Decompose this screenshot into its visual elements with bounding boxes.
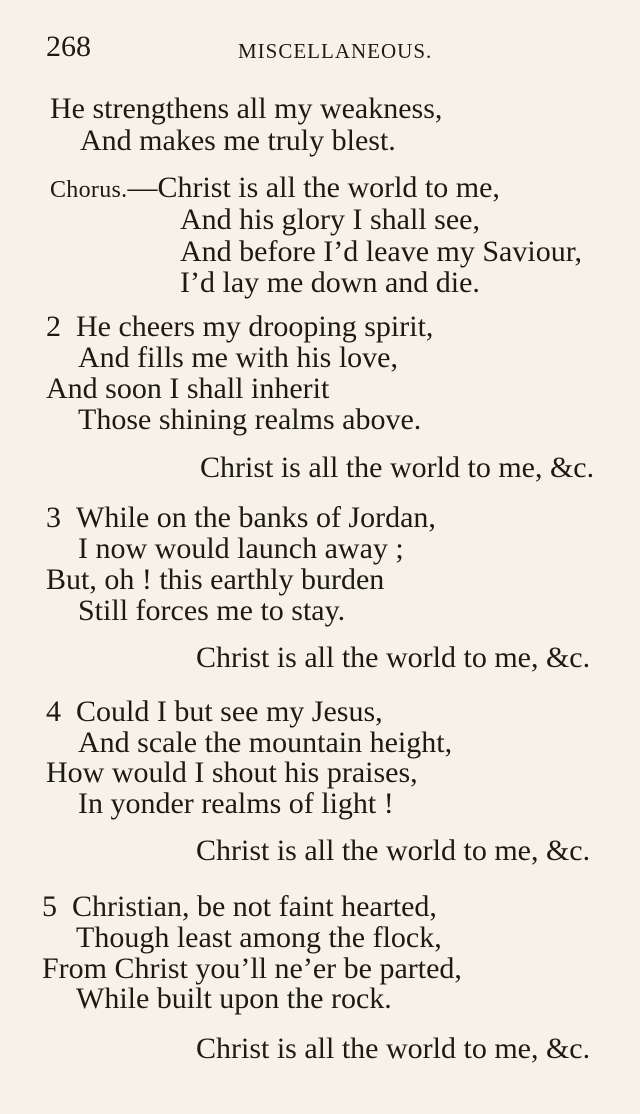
chorus-label: Chorus. (50, 177, 128, 203)
stanza-line: While on the banks of Jordan, (76, 501, 436, 534)
chorus-line: And his glory I shall see, (180, 203, 480, 236)
stanza-line: And soon I shall inherit (46, 372, 330, 405)
stanza-line: And fills me with his love, (78, 341, 398, 374)
stanza-line: In yonder realms of light ! (78, 787, 394, 820)
verse-line: And makes me truly blest. (80, 124, 396, 157)
stanza-first-line (42, 892, 437, 922)
stanza-line: Though least among the flock, (76, 921, 442, 954)
stanza-line: And scale the mountain height, (78, 726, 453, 759)
stanza-number: 3 (46, 501, 61, 534)
stanza-line: Still forces me to stay. (78, 594, 346, 627)
stanza-line: But, oh ! this earthly burden (46, 563, 385, 596)
stanza-line: Could I but see my Jesus, (76, 695, 383, 728)
chorus-line: And before I’d leave my Saviour, (180, 235, 582, 268)
stanza-line: How would I shout his praises, (46, 756, 418, 789)
refrain-line: Christ is all the world to me, &c. (196, 641, 591, 674)
chorus-line: I’d lay me down and die. (180, 266, 480, 299)
stanza-number: 4 (46, 695, 61, 728)
running-title: MISCELLANEOUS. (238, 39, 433, 63)
page-number: 268 (46, 30, 91, 63)
verse-line: He strengthens all my weakness, (50, 92, 443, 125)
stanza-number: 5 (42, 890, 57, 923)
chorus-first-line (50, 173, 500, 203)
stanza-line: He cheers my drooping spirit, (76, 310, 434, 343)
stanza-first-line (46, 697, 383, 727)
refrain-line: Christ is all the world to me, &c. (200, 451, 595, 484)
stanza-line: Those shining realms above. (78, 403, 422, 436)
stanza-first-line (46, 503, 436, 533)
stanza-line: While built upon the rock. (76, 982, 392, 1015)
refrain-line: Christ is all the world to me, &c. (196, 1032, 591, 1065)
chorus-line: —Christ is all the world to me, (127, 171, 500, 204)
refrain-line: Christ is all the world to me, &c. (196, 834, 591, 867)
stanza-number: 2 (46, 310, 61, 343)
stanza-line: Christian, be not faint hearted, (72, 890, 437, 923)
stanza-line: From Christ you’ll ne’er be parted, (42, 952, 462, 985)
stanza-first-line (46, 312, 433, 342)
stanza-line: I now would launch away ; (78, 532, 404, 565)
